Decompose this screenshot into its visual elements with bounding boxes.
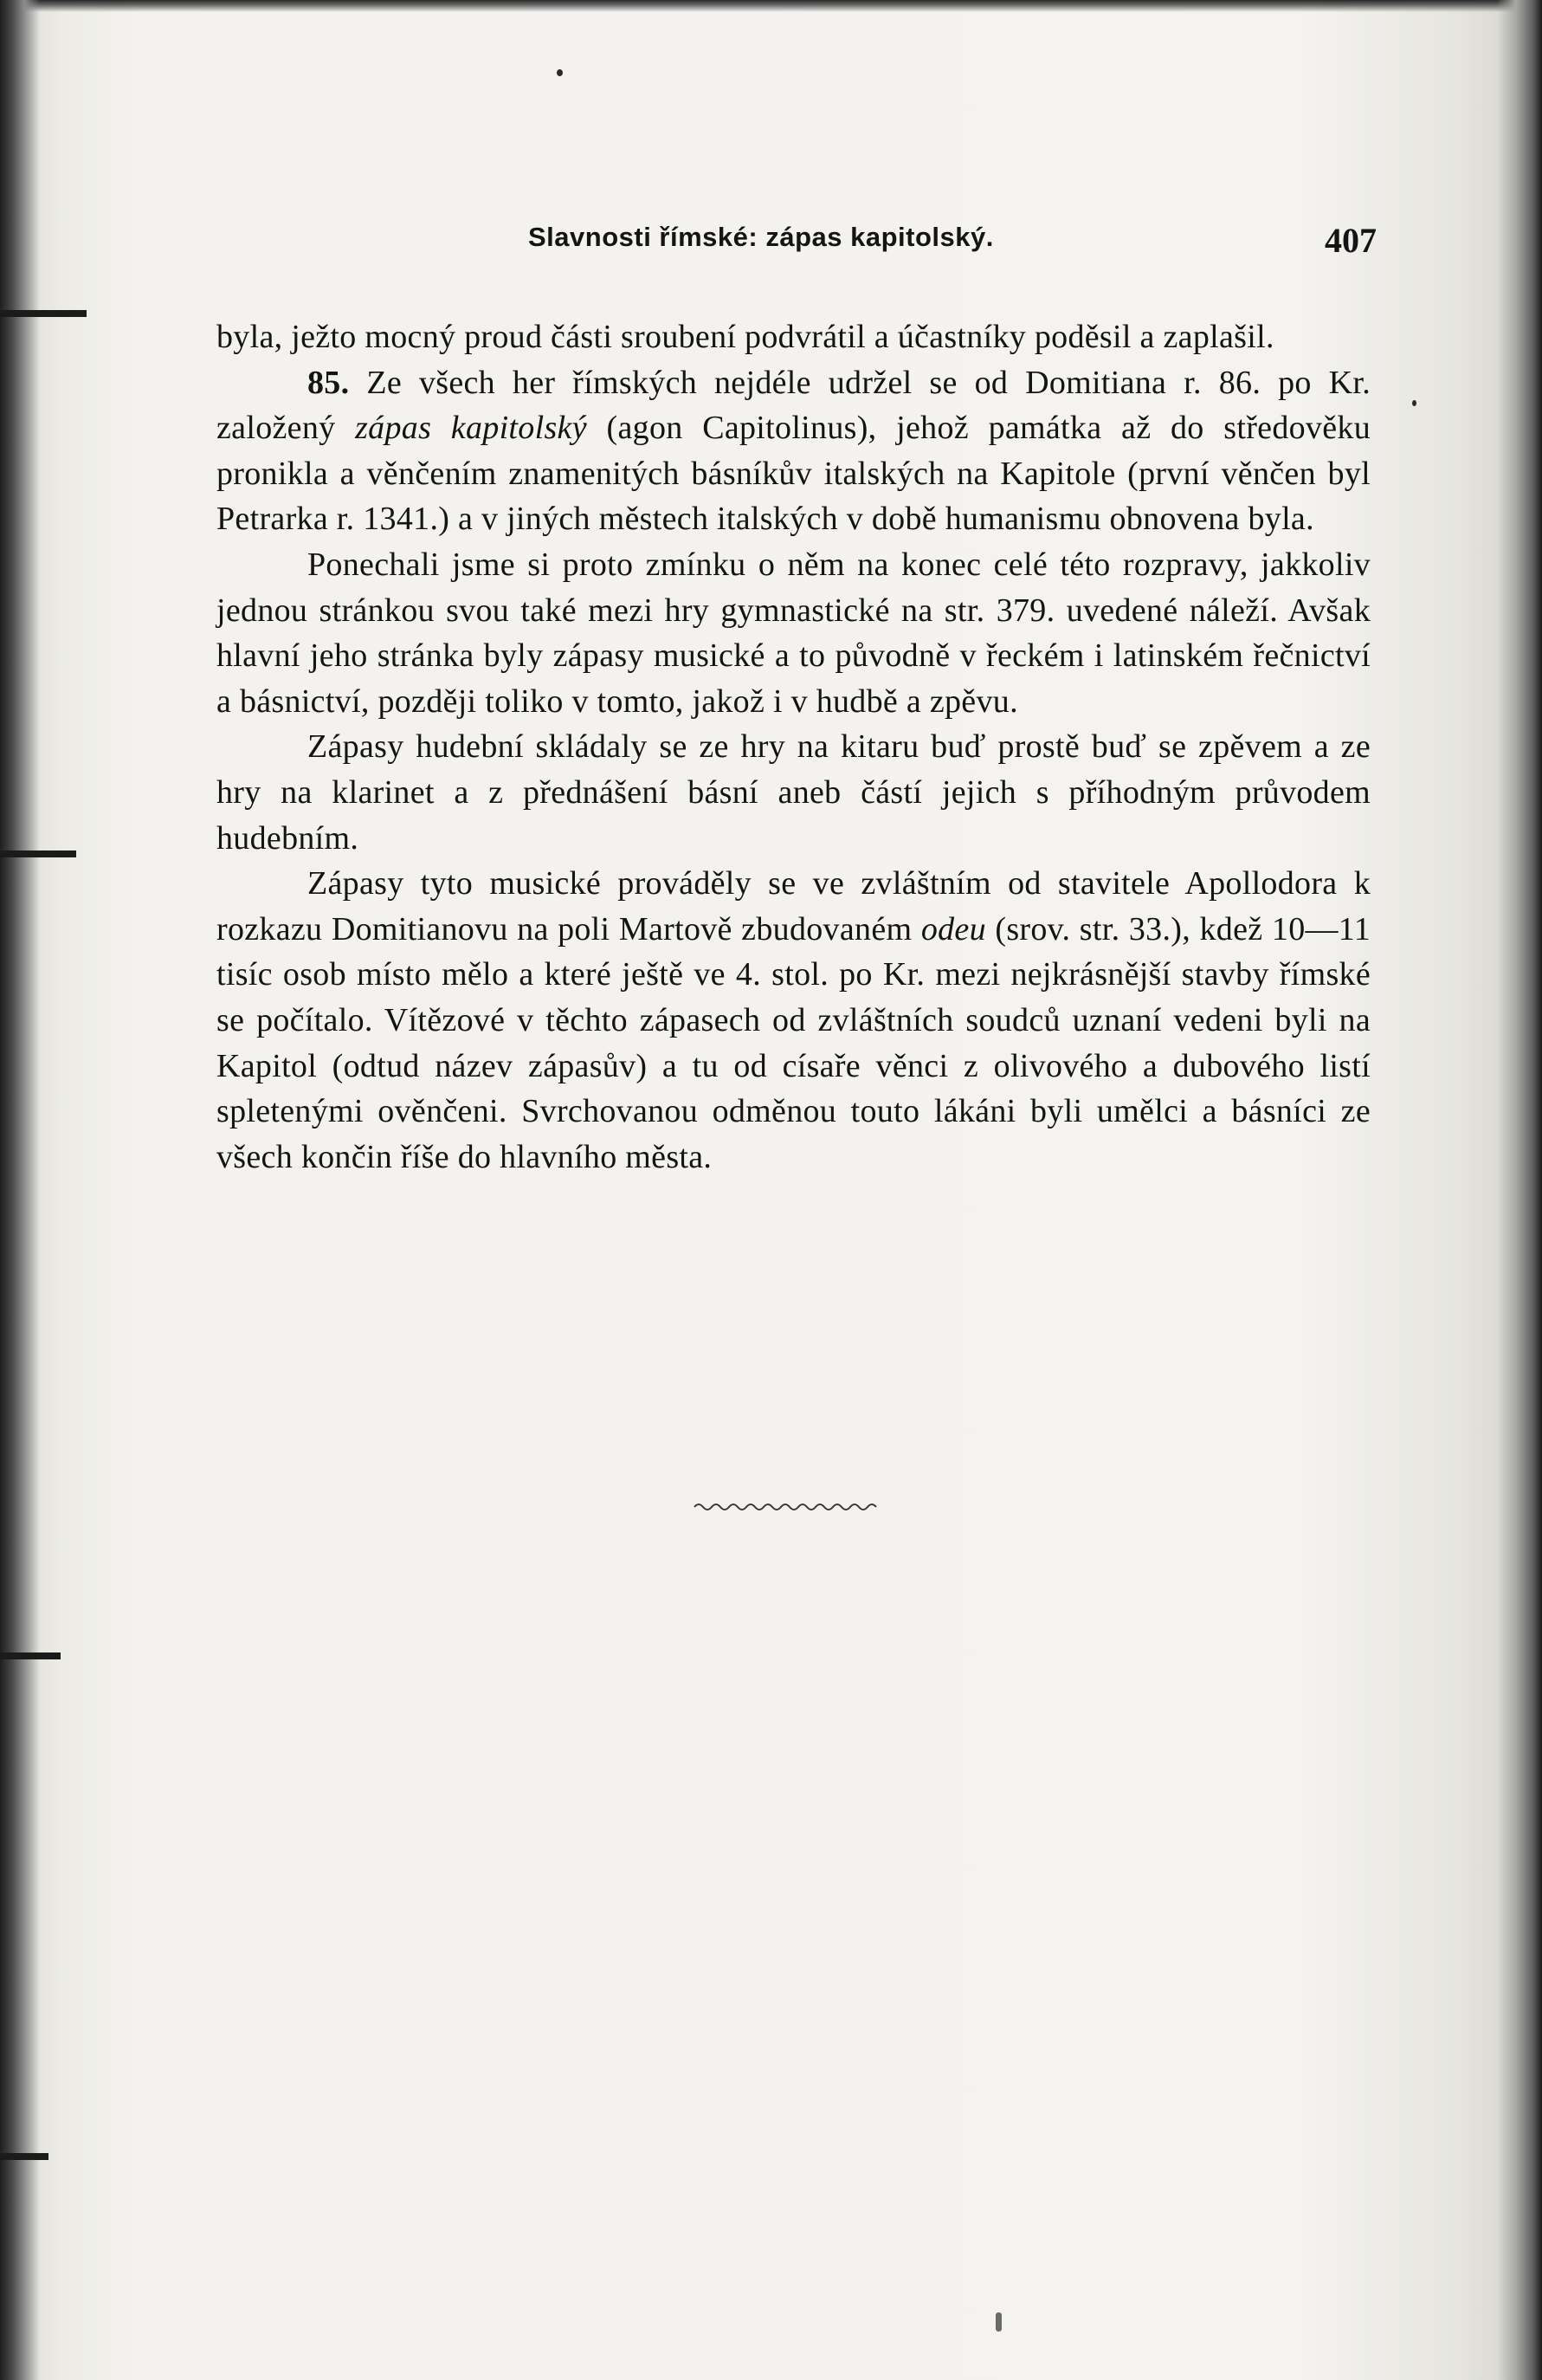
paragraph-3: Ponechali jsme si proto zmínku o něm na konec celé této rozpravy, jakkoliv jednou stránkou svou také mezi hry gymnastické na str. 379. uvedené náleží. Avšak hlavní jeho stránka byly zápasy musické a to původně v řeckém i latinském řečnictví a básnictví, později toliko v tomto, jakož i v hudbě a zpěvu. [216, 546, 1371, 720]
paragraph-2 [216, 360, 1371, 542]
binding-mark [0, 2153, 48, 2160]
print-speck [1412, 400, 1416, 406]
paragraph-5-text-b: (srov. str. 33.), kdež 10—11 tisíc osob místo mělo a které ještě ve 4. stol. po Kr. mezi nejkrásnější stavby římské se počítalo. Vítězové v těchto zápasech od zvláštních soudců uznaní vedeni byli na Kapitol (odtud název zápasův) a tu od císaře věnci z olivového a dubového listí spletenými ověnčeni. Svrchovanou odměnou touto lákáni byli umělci a básníci ze všech končin říše do hlavního města. [216, 910, 1371, 1175]
page-binding-shadow [0, 0, 40, 2380]
page-number: 407 [1325, 221, 1377, 260]
paragraph-1: byla, ježto mocný proud části sroubení podvrátil a účastníky poděsil a zaplašil. [216, 319, 1274, 355]
tail-ornament [693, 1498, 883, 1516]
running-head [216, 222, 1377, 267]
paragraph-2-text-b: (agon Capitolinus), jehož památka až do středověku pronikla a věnčením znamenitých básníkův italských na Kapitole (první věnčen byl Petrarka r. 1341.) a v jiných městech italských v době humanismu obnovena byla. [216, 410, 1371, 538]
running-title: Slavnosti římské: zápas kapitolský. [528, 222, 994, 252]
binding-mark [0, 850, 76, 857]
binding-mark [0, 1652, 61, 1659]
page-right-edge-shadow [1497, 0, 1542, 2380]
emphasis-zapas-kapitolsky: zápas kapitolský [355, 410, 587, 447]
emphasis-odeu: odeu [920, 910, 986, 947]
body-text [216, 314, 1371, 1180]
section-number: 85. [307, 364, 350, 401]
print-speck [557, 69, 563, 76]
page-top-edge-shadow [0, 0, 1542, 12]
paragraph-5 [216, 861, 1371, 1180]
paragraph-4: Zápasy hudební skládaly se ze hry na kitaru buď prostě buď se zpěvem a ze hry na klarinet a z přednášení básní aneb částí jejich s příhodným průvodem hudebním. [216, 728, 1371, 857]
print-speck [996, 2312, 1002, 2331]
paragraph-5-text-a: Zápasy tyto musické prováděly se ve zvláštním od stavitele Apollodora k rozkazu Domitianovu na poli Martově zbudovaném [216, 865, 1371, 947]
binding-mark [0, 310, 87, 317]
paragraph-2-text-a: Ze všech her římských nejdéle udržel se od Domitiana r. 86. po Kr. založený [216, 364, 1371, 447]
